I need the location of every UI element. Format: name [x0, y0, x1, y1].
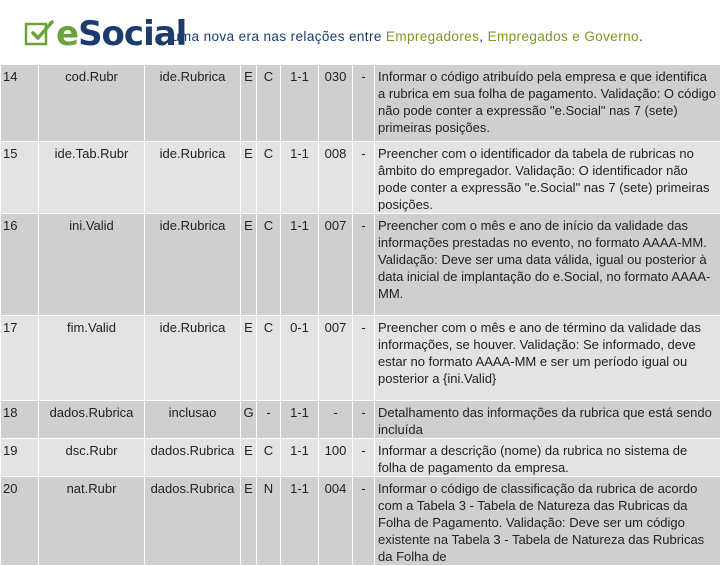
cell-field-size: 004 — [319, 477, 353, 566]
layout-table — [0, 64, 721, 566]
cell-decimals: - — [353, 477, 375, 566]
cell-element-type: E — [241, 316, 257, 401]
cell-decimals: - — [353, 142, 375, 214]
cell-parent-group: ide.Rubrica — [145, 316, 241, 401]
cell-element-type: E — [241, 477, 257, 566]
table-row — [1, 65, 721, 142]
cell-field-size: - — [319, 401, 353, 439]
logo-box-icon — [24, 18, 54, 48]
cell-row-number: 14 — [1, 65, 39, 142]
esocial-logo — [24, 14, 187, 58]
cell-field-name: fim.Valid — [39, 316, 145, 401]
cell-field-name: ide.Tab.Rubr — [39, 142, 145, 214]
cell-row-number: 19 — [1, 439, 39, 477]
cell-description: Preencher com o mês e ano de início da validade das informações prestadas no evento, no formato AAAA-MM. Validação: Deve ser uma data válida, igual ou posterior à data inicial de implantação do e.Social, no formato AAAA-MM. — [375, 214, 721, 316]
cell-data-type: C — [257, 65, 281, 142]
cell-decimals: - — [353, 401, 375, 439]
cell-parent-group: dados.Rubrica — [145, 477, 241, 566]
cell-description: Informar o código de classificação da rubrica de acordo com a Tabela 3 - Tabela de Natureza das Rubricas da Folha de Pagamento. Validação: Deve ser um código existente na Tabela 3 - Tabela de Natureza das Rubricas da Folha de — [375, 477, 721, 566]
cell-parent-group: dados.Rubrica — [145, 439, 241, 477]
table-row — [1, 439, 721, 477]
layout-table-container — [0, 64, 720, 564]
cell-occurrence: 0-1 — [281, 316, 319, 401]
cell-row-number: 15 — [1, 142, 39, 214]
table-row — [1, 401, 721, 439]
cell-element-type: E — [241, 439, 257, 477]
cell-parent-group: inclusao — [145, 401, 241, 439]
tagline: uma nova era nas relações entre Empregadores, Empregados e Governo. — [172, 29, 644, 44]
cell-description: Informar a descrição (nome) da rubrica no sistema de folha de pagamento da empresa. — [375, 439, 721, 477]
cell-field-size: 007 — [319, 214, 353, 316]
cell-row-number: 16 — [1, 214, 39, 316]
table-row — [1, 142, 721, 214]
cell-occurrence: 1-1 — [281, 477, 319, 566]
cell-data-type: C — [257, 439, 281, 477]
cell-data-type: N — [257, 477, 281, 566]
cell-decimals: - — [353, 439, 375, 477]
cell-row-number: 20 — [1, 477, 39, 566]
cell-field-size: 008 — [319, 142, 353, 214]
cell-decimals: - — [353, 316, 375, 401]
cell-field-size: 030 — [319, 65, 353, 142]
cell-occurrence: 1-1 — [281, 401, 319, 439]
cell-data-type: - — [257, 401, 281, 439]
header — [0, 0, 720, 64]
cell-description: Informar o código atribuído pela empresa e que identifica a rubrica em sua folha de pagamento. Validação: O código não pode conter a expressão "e.Social" nas 7 (sete) primeiras posições. — [375, 65, 721, 142]
cell-occurrence: 1-1 — [281, 65, 319, 142]
cell-occurrence: 1-1 — [281, 439, 319, 477]
cell-description: Preencher com o mês e ano de término da validade das informações, se houver. Validação: Se informado, deve estar no formato AAAA-MM e ser um período igual ou posterior a {ini.Valid} — [375, 316, 721, 401]
cell-description: Preencher com o identificador da tabela de rubricas no âmbito do empregador. Validação: O identificador não pode conter a expressão "e.Social" nas 7 (sete) primeiras posições. — [375, 142, 721, 214]
cell-field-name: nat.Rubr — [39, 477, 145, 566]
cell-parent-group: ide.Rubrica — [145, 65, 241, 142]
cell-data-type: C — [257, 142, 281, 214]
cell-occurrence: 1-1 — [281, 142, 319, 214]
table-row — [1, 316, 721, 401]
cell-decimals: - — [353, 214, 375, 316]
cell-occurrence: 1-1 — [281, 214, 319, 316]
cell-field-name: dados.Rubrica — [39, 401, 145, 439]
cell-description: Detalhamento das informações da rubrica que está sendo incluída — [375, 401, 721, 439]
cell-element-type: E — [241, 214, 257, 316]
cell-field-name: dsc.Rubr — [39, 439, 145, 477]
cell-decimals: - — [353, 65, 375, 142]
cell-field-name: ini.Valid — [39, 214, 145, 316]
cell-field-size: 007 — [319, 316, 353, 401]
cell-field-size: 100 — [319, 439, 353, 477]
cell-data-type: C — [257, 214, 281, 316]
cell-row-number: 17 — [1, 316, 39, 401]
cell-element-type: E — [241, 142, 257, 214]
logo-text: eSocial — [56, 14, 187, 54]
cell-element-type: E — [241, 65, 257, 142]
cell-parent-group: ide.Rubrica — [145, 214, 241, 316]
cell-data-type: C — [257, 316, 281, 401]
table-row — [1, 214, 721, 316]
cell-row-number: 18 — [1, 401, 39, 439]
cell-element-type: G — [241, 401, 257, 439]
cell-field-name: cod.Rubr — [39, 65, 145, 142]
table-row — [1, 477, 721, 566]
cell-parent-group: ide.Rubrica — [145, 142, 241, 214]
